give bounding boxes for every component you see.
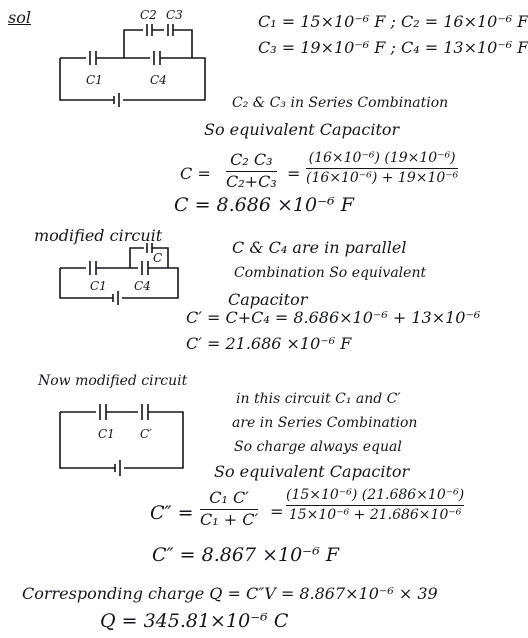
- step3-eq: =: [270, 502, 284, 521]
- step3-fraction-1: [200, 490, 258, 529]
- step2-line-1: C & C₄ are in parallel: [232, 238, 407, 257]
- charge-line-1: Corresponding charge Q = C″V = 8.867×10⁻⁶ × 39: [22, 584, 438, 603]
- label-c4: C4: [150, 73, 167, 87]
- step2-line-4: C′ = C+C₄ = 8.686×10⁻⁶ + 13×10⁻⁶: [186, 308, 481, 327]
- step3-fraction-2: [286, 488, 464, 522]
- modified-circuit-title: modified circuit: [34, 226, 163, 245]
- fraction-bar: [286, 505, 464, 506]
- step1-lhs: C =: [180, 164, 211, 183]
- step1-frac2-num: (16×10⁻⁶) (19×10⁻⁶): [308, 150, 456, 166]
- step3-result: C″ = 8.867 ×10⁻⁶ F: [152, 544, 340, 566]
- step1-line-2: So equivalent Capacitor: [204, 120, 400, 139]
- step1-frac1-num: C₂ C₃: [230, 150, 273, 169]
- label-c1: C1: [86, 73, 103, 87]
- step2-line-5: C′ = 21.686 ×10⁻⁶ F: [186, 334, 352, 353]
- step2-line-3: Capacitor: [228, 290, 308, 309]
- step3-line-4: So equivalent Capacitor: [214, 462, 410, 481]
- step3-frac1-num: C₁ C′: [209, 488, 249, 507]
- charge-line-2: Q = 345.81×10⁻⁶ C: [100, 610, 289, 632]
- label-c1-final: C1: [98, 427, 115, 441]
- step3-line-1: in this circuit C₁ and C′: [236, 391, 401, 407]
- now-modified-circuit-title: Now modified circuit: [38, 373, 188, 389]
- label-c: C: [153, 251, 163, 265]
- step3-frac1-den: C₁ + C′: [200, 509, 259, 529]
- step3-frac2-num: (15×10⁻⁶) (21.686×10⁻⁶): [286, 487, 465, 503]
- step1-fraction-1: [226, 152, 277, 191]
- step1-eq: =: [287, 164, 301, 183]
- step1-frac1-den: C₂+C₃: [226, 171, 277, 191]
- step1-frac2-den: (16×10⁻⁶) + 19×10⁻⁶: [306, 169, 459, 186]
- fraction-bar: [306, 168, 458, 169]
- step1-result: C = 8.686 ×10⁻⁶ F: [174, 194, 354, 216]
- step3-line-2: are in Series Combination: [232, 415, 418, 431]
- given-line-1: C₁ = 15×10⁻⁶ F ; C₂ = 16×10⁻⁶ F: [258, 12, 528, 31]
- step3-frac2-den: 15×10⁻⁶ + 21.686×10⁻⁶: [288, 506, 462, 523]
- step1-fraction-2: [306, 151, 458, 185]
- given-line-2: C₃ = 19×10⁻⁶ F ; C₄ = 13×10⁻⁶ F: [258, 38, 528, 57]
- step2-line-2: Combination So equivalent: [234, 265, 427, 281]
- label-c4-mod: C4: [134, 279, 151, 293]
- label-c1-mod: C1: [90, 279, 107, 293]
- step1-line-1: C₂ & C₃ in Series Combination: [232, 95, 449, 111]
- step3-line-3: So charge always equal: [234, 439, 402, 455]
- label-c3: C3: [166, 8, 183, 22]
- step3-lhs: C″ =: [150, 502, 194, 524]
- label-c-prime: C′: [140, 427, 152, 441]
- label-c2: C2: [140, 8, 157, 22]
- solution-label: sol: [8, 8, 31, 27]
